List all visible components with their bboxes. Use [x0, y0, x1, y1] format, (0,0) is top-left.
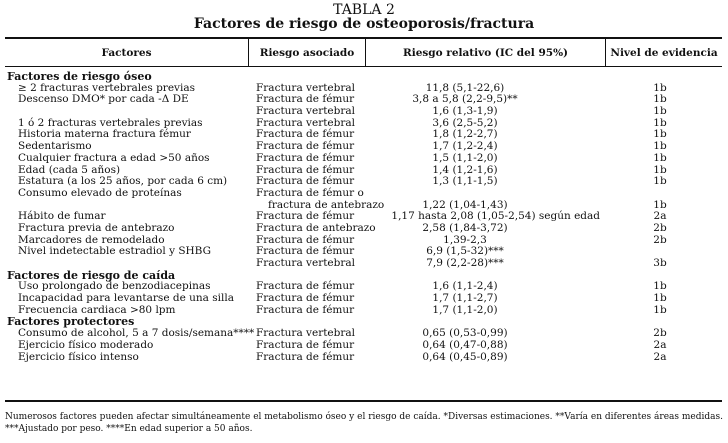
table-row [0, 153, 728, 165]
riesgo-cell: Fractura de fémur [256, 140, 355, 153]
table-row [0, 246, 728, 258]
rr-cell: 7,9 (2,2-28)*** [426, 257, 504, 269]
top-rule [5, 37, 722, 39]
nivel-cell: 1b [653, 303, 667, 316]
rr-cell: 2,58 (1,84-3,72) [422, 221, 508, 234]
factor-cell: Ejercicio físico moderado [18, 338, 154, 351]
riesgo-cell: Fractura de fémur [256, 210, 355, 223]
rr-cell: 1,7 (1,2-2,4) [432, 140, 498, 153]
nivel-cell: 1b [653, 175, 667, 188]
rr-cell: 11,8 (5,1-22,6) [425, 81, 505, 94]
rr-cell: 1,7 (1,1-2,0) [432, 303, 498, 316]
nivel-cell: 1b [653, 280, 667, 293]
section-heading [0, 71, 728, 83]
factor-cell: Uso prolongado de benzodiacepinas [18, 280, 211, 293]
rr-cell: 1,22 (1,04-1,43) [422, 198, 508, 211]
factor-cell: Cualquier fractura a edad >50 años [18, 151, 210, 164]
riesgo-cell: fractura de antebrazo [268, 198, 385, 211]
riesgo-cell: Fractura vertebral [256, 257, 356, 269]
header-nivel-evidencia: Nivel de evidencia [610, 47, 718, 59]
table-row [0, 223, 728, 235]
table-row [0, 200, 728, 212]
header-riesgo-relativo: Riesgo relativo (IC del 95%) [402, 47, 569, 59]
factor-cell: Marcadores de remodelado [18, 233, 165, 246]
table-body [0, 71, 728, 363]
riesgo-cell: Fractura de fémur [256, 151, 355, 164]
nivel-cell: 1b [653, 105, 667, 118]
bottom-rule [5, 400, 722, 402]
riesgo-cell: Fractura de fémur [256, 128, 355, 141]
nivel-cell: 2b [653, 221, 667, 234]
riesgo-cell: Fractura de fémur [256, 350, 355, 363]
nivel-cell: 3b [653, 257, 667, 269]
riesgo-cell: Fractura de fémur [256, 233, 355, 246]
rr-cell: 1,7 (1,1-2,7) [432, 292, 498, 305]
riesgo-cell: Fractura vertebral [256, 327, 356, 340]
factor-cell: Sedentarismo [18, 140, 92, 153]
nivel-cell: 2a [653, 210, 667, 223]
rr-cell: 1,6 (1,3-1,9) [432, 105, 498, 118]
riesgo-cell: Fractura vertebral [256, 81, 356, 94]
factor-cell: Estatura (a los 25 años, por cada 6 cm) [18, 175, 228, 188]
nivel-cell: 1b [653, 198, 667, 211]
table-row [0, 340, 728, 352]
nivel-cell: 1b [653, 81, 667, 94]
factor-cell: Consumo elevado de proteínas [18, 186, 182, 199]
rr-cell: 1,6 (1,1-2,4) [432, 280, 498, 293]
table-row [0, 129, 728, 141]
riesgo-cell: Fractura de fémur [256, 292, 355, 305]
nivel-cell: 2a [653, 350, 667, 363]
table-number: TABLA 2 [333, 2, 395, 18]
factor-cell: Historia materna fractura fémur [18, 128, 191, 141]
riesgo-cell: Fractura de fémur [256, 245, 355, 258]
nivel-cell: 1b [653, 292, 667, 305]
riesgo-cell: Fractura de fémur o [256, 186, 364, 199]
table-row [0, 188, 728, 200]
nivel-cell: 2b [653, 327, 667, 340]
riesgo-cell: Fractura de fémur [256, 175, 355, 188]
nivel-cell: 1b [653, 151, 667, 164]
section-title: Factores protectores [7, 315, 135, 329]
riesgo-cell: Fractura de fémur [256, 338, 355, 351]
factor-cell: Consumo de alcohol, 5 a 7 dosis/semana**** [18, 327, 255, 340]
nivel-cell: 2b [653, 233, 667, 246]
table-row [0, 106, 728, 118]
factor-cell: Frecuencia cardiaca >80 lpm [18, 303, 176, 316]
nivel-cell: 2a [653, 338, 667, 351]
section-title: Factores de riesgo de caída [7, 268, 176, 282]
rr-cell: 1,4 (1,2-1,6) [432, 163, 498, 176]
riesgo-cell: Fractura de fémur [256, 163, 355, 176]
rr-cell: 1,8 (1,2-2,7) [432, 128, 498, 141]
header-factores: Factores [101, 47, 152, 59]
nivel-cell: 1b [653, 128, 667, 141]
table-row [0, 94, 728, 106]
riesgo-cell: Fractura de antebrazo [256, 221, 376, 234]
riesgo-cell: Fractura vertebral [256, 105, 356, 118]
rr-cell: 1,3 (1,1-1,5) [432, 175, 498, 188]
rr-cell: 0,65 (0,53-0,99) [422, 327, 508, 340]
nivel-cell: 1b [653, 93, 667, 106]
rr-cell: 3,8 a 5,8 (2,2-9,5)** [412, 93, 518, 106]
riesgo-cell: Fractura de fémur [256, 303, 355, 316]
header-riesgo-asociado: Riesgo asociado [259, 47, 355, 59]
factor-cell: 1 ó 2 fracturas vertebrales previas [18, 116, 203, 129]
factor-cell: Fractura previa de antebrazo [18, 221, 175, 234]
footnote: Numerosos factores pueden afectar simultáneamente el metabolismo óseo y el riesgo de caída. *Diversas estimaciones. **Varía en diferentes áreas medidas. ***Ajustado por peso. ****En edad superior a 50 años. [5, 412, 723, 434]
factor-cell: Incapacidad para levantarse de una silla [18, 292, 234, 305]
table-title: Factores de riesgo de osteoporosis/fractura [193, 16, 535, 32]
rr-cell: 1,39-2,3 [443, 233, 487, 246]
rr-cell: 6,9 (1,5-32)*** [426, 245, 504, 258]
riesgo-cell: Fractura de fémur [256, 93, 355, 106]
table-row [0, 258, 728, 270]
nivel-cell: 1b [653, 116, 667, 129]
factor-cell: Descenso DMO* por cada -Δ DE [18, 93, 189, 106]
rr-cell: 0,64 (0,45-0,89) [422, 350, 508, 363]
factor-cell: Nivel indetectable estradiol y SHBG [18, 245, 211, 258]
table-row [0, 352, 728, 364]
rr-cell: 1,17 hasta 2,08 (1,05-2,54) según edad [391, 210, 600, 223]
factor-cell: Edad (cada 5 años) [18, 163, 121, 176]
factor-cell: Ejercicio físico intenso [18, 350, 139, 363]
factor-cell: Hábito de fumar [18, 210, 106, 223]
factor-cell: ≥ 2 fracturas vertebrales previas [18, 81, 195, 94]
section-title: Factores de riesgo óseo [7, 70, 152, 83]
rr-cell: 3,6 (2,5-5,2) [432, 116, 498, 129]
riesgo-cell: Fractura de fémur [256, 280, 355, 293]
rr-cell: 0,64 (0,47-0,88) [422, 338, 508, 351]
nivel-cell: 1b [653, 163, 667, 176]
riesgo-cell: Fractura vertebral [256, 116, 356, 129]
header-rule [5, 66, 722, 67]
table-row [0, 293, 728, 305]
rr-cell: 1,5 (1,1-2,0) [432, 151, 498, 164]
nivel-cell: 1b [653, 140, 667, 153]
